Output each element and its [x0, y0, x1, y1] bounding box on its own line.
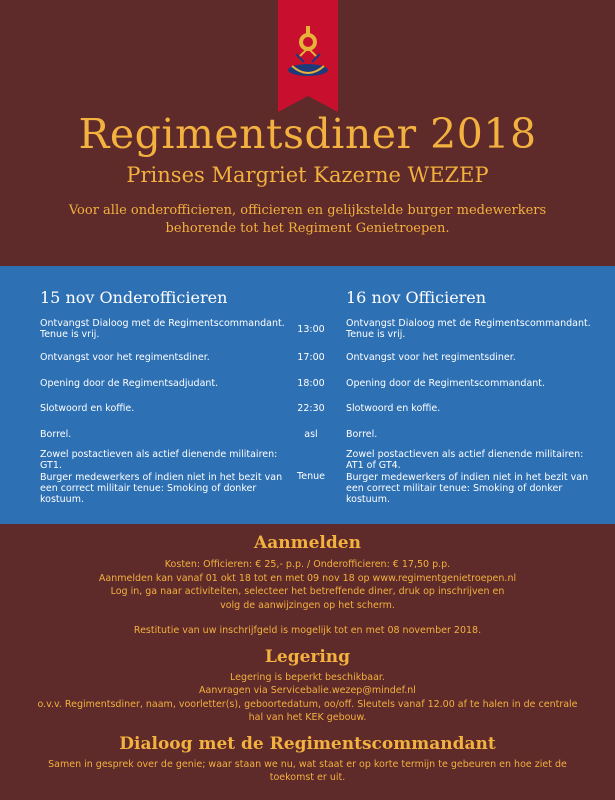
schedule-left-cell: Ontvangst Dialoog met de Regimentscommandant. Tenue is vrij.: [40, 318, 285, 340]
schedule-tenue-label: Tenue: [297, 471, 325, 482]
schedule-right-cell: Ontvangst Dialoog met de Regimentscommandant. Tenue is vrij.: [346, 318, 591, 340]
schedule-right-cell: Ontvangst voor het regimentsdiner.: [346, 352, 516, 363]
intro-line: Voor alle onderofficieren, officieren en gelijkstelde burger medewerkers: [68, 203, 547, 218]
schedule-left-cell: Borrel.: [40, 429, 72, 440]
schedule-time: 18:00: [297, 378, 325, 389]
dialoog-text: Samen in gesprek over de genie; waar staan we nu, wat staat er op korte termijn te gebeuren en hoe ziet de: [48, 758, 567, 770]
schedule-time: asl: [304, 429, 318, 440]
onderofficieren-title: 15 nov Onderofficieren: [40, 288, 228, 307]
schedule-right-cell: Slotwoord en koffie.: [346, 403, 441, 414]
schedule-left-cell: Zowel postactieven als actief dienende militairen: GT1.: [40, 449, 278, 471]
schedule-time: 22:30: [297, 403, 325, 414]
legering-text: Aanvragen via Servicebalie.wezep@mindef.nl: [199, 685, 416, 696]
regiment-banner: [278, 0, 338, 112]
dialoog-title: Dialoog met de Regimentscommandant: [119, 733, 496, 754]
legering-text: hal van het KEK gebouw.: [248, 712, 367, 723]
schedule-left-cell: Ontvangst voor het regimentsdiner.: [40, 352, 210, 363]
register-text: Aanmelden kan vanaf 01 okt 18 tot en met 09 nov 18 op www.regimentgenietroepen.nl: [98, 572, 517, 584]
aanmelden-title: Aanmelden: [254, 533, 361, 553]
schedule-left-cell: Slotwoord en koffie.: [40, 403, 135, 414]
legering-text: o.v.v. Regimentsdiner, naam, voorletter(s), geboortedatum, oo/off. Sleutels vanaf 12.00 af te halen in de centrale: [37, 698, 578, 710]
restitution-text: Restitutie van uw inschrijfgeld is mogelijk tot en met 08 november 2018.: [133, 625, 482, 636]
schedule-right-cell: Borrel.: [346, 429, 378, 440]
schedule-time: 17:00: [297, 352, 325, 363]
intro-line: behorende tot het Regiment Genietroepen.: [165, 221, 450, 236]
intro-text: [0, 202, 615, 238]
page-subtitle: Prinses Margriet Kazerne WEZEP: [126, 163, 489, 187]
schedule-time: 13:00: [297, 324, 325, 335]
costs-text: Kosten: Officieren: € 25,- p.p. / Onderofficieren: € 17,50 p.p.: [164, 559, 451, 570]
info-sections: [0, 532, 615, 785]
register-text: Log in, ga naar activiteiten, selecteer het betreffende diner, druk op inschrijven en: [110, 586, 505, 597]
dialoog-text: toekomst er uit.: [269, 772, 346, 783]
schedule-right-cell: Opening door de Regimentscommandant.: [346, 378, 546, 389]
register-text: volg de aanwijzingen op het scherm.: [220, 599, 395, 611]
legering-title: Legering: [264, 646, 351, 667]
schedule-right-cell: Zowel postactieven als actief dienende militairen: AT1 of GT4.: [346, 449, 584, 471]
schedule-right-cell: Burger medewerkers of indien niet in het bezit van een correct militair tenue: Smoking of donker kostuum.: [346, 472, 589, 505]
header: [0, 110, 615, 238]
officieren-title: 16 nov Officieren: [346, 288, 487, 307]
program-schedule: [0, 266, 615, 524]
schedule-left-cell: Opening door de Regimentsadjudant.: [40, 378, 219, 389]
schedule-left-cell: Burger medewerkers of indien niet in het bezit van een correct militair tenue: Smoking of donker kostuum.: [40, 472, 283, 505]
legering-text: Legering is beperkt beschikbaar.: [230, 671, 385, 683]
page-title: Regimentsdiner 2018: [78, 110, 537, 158]
